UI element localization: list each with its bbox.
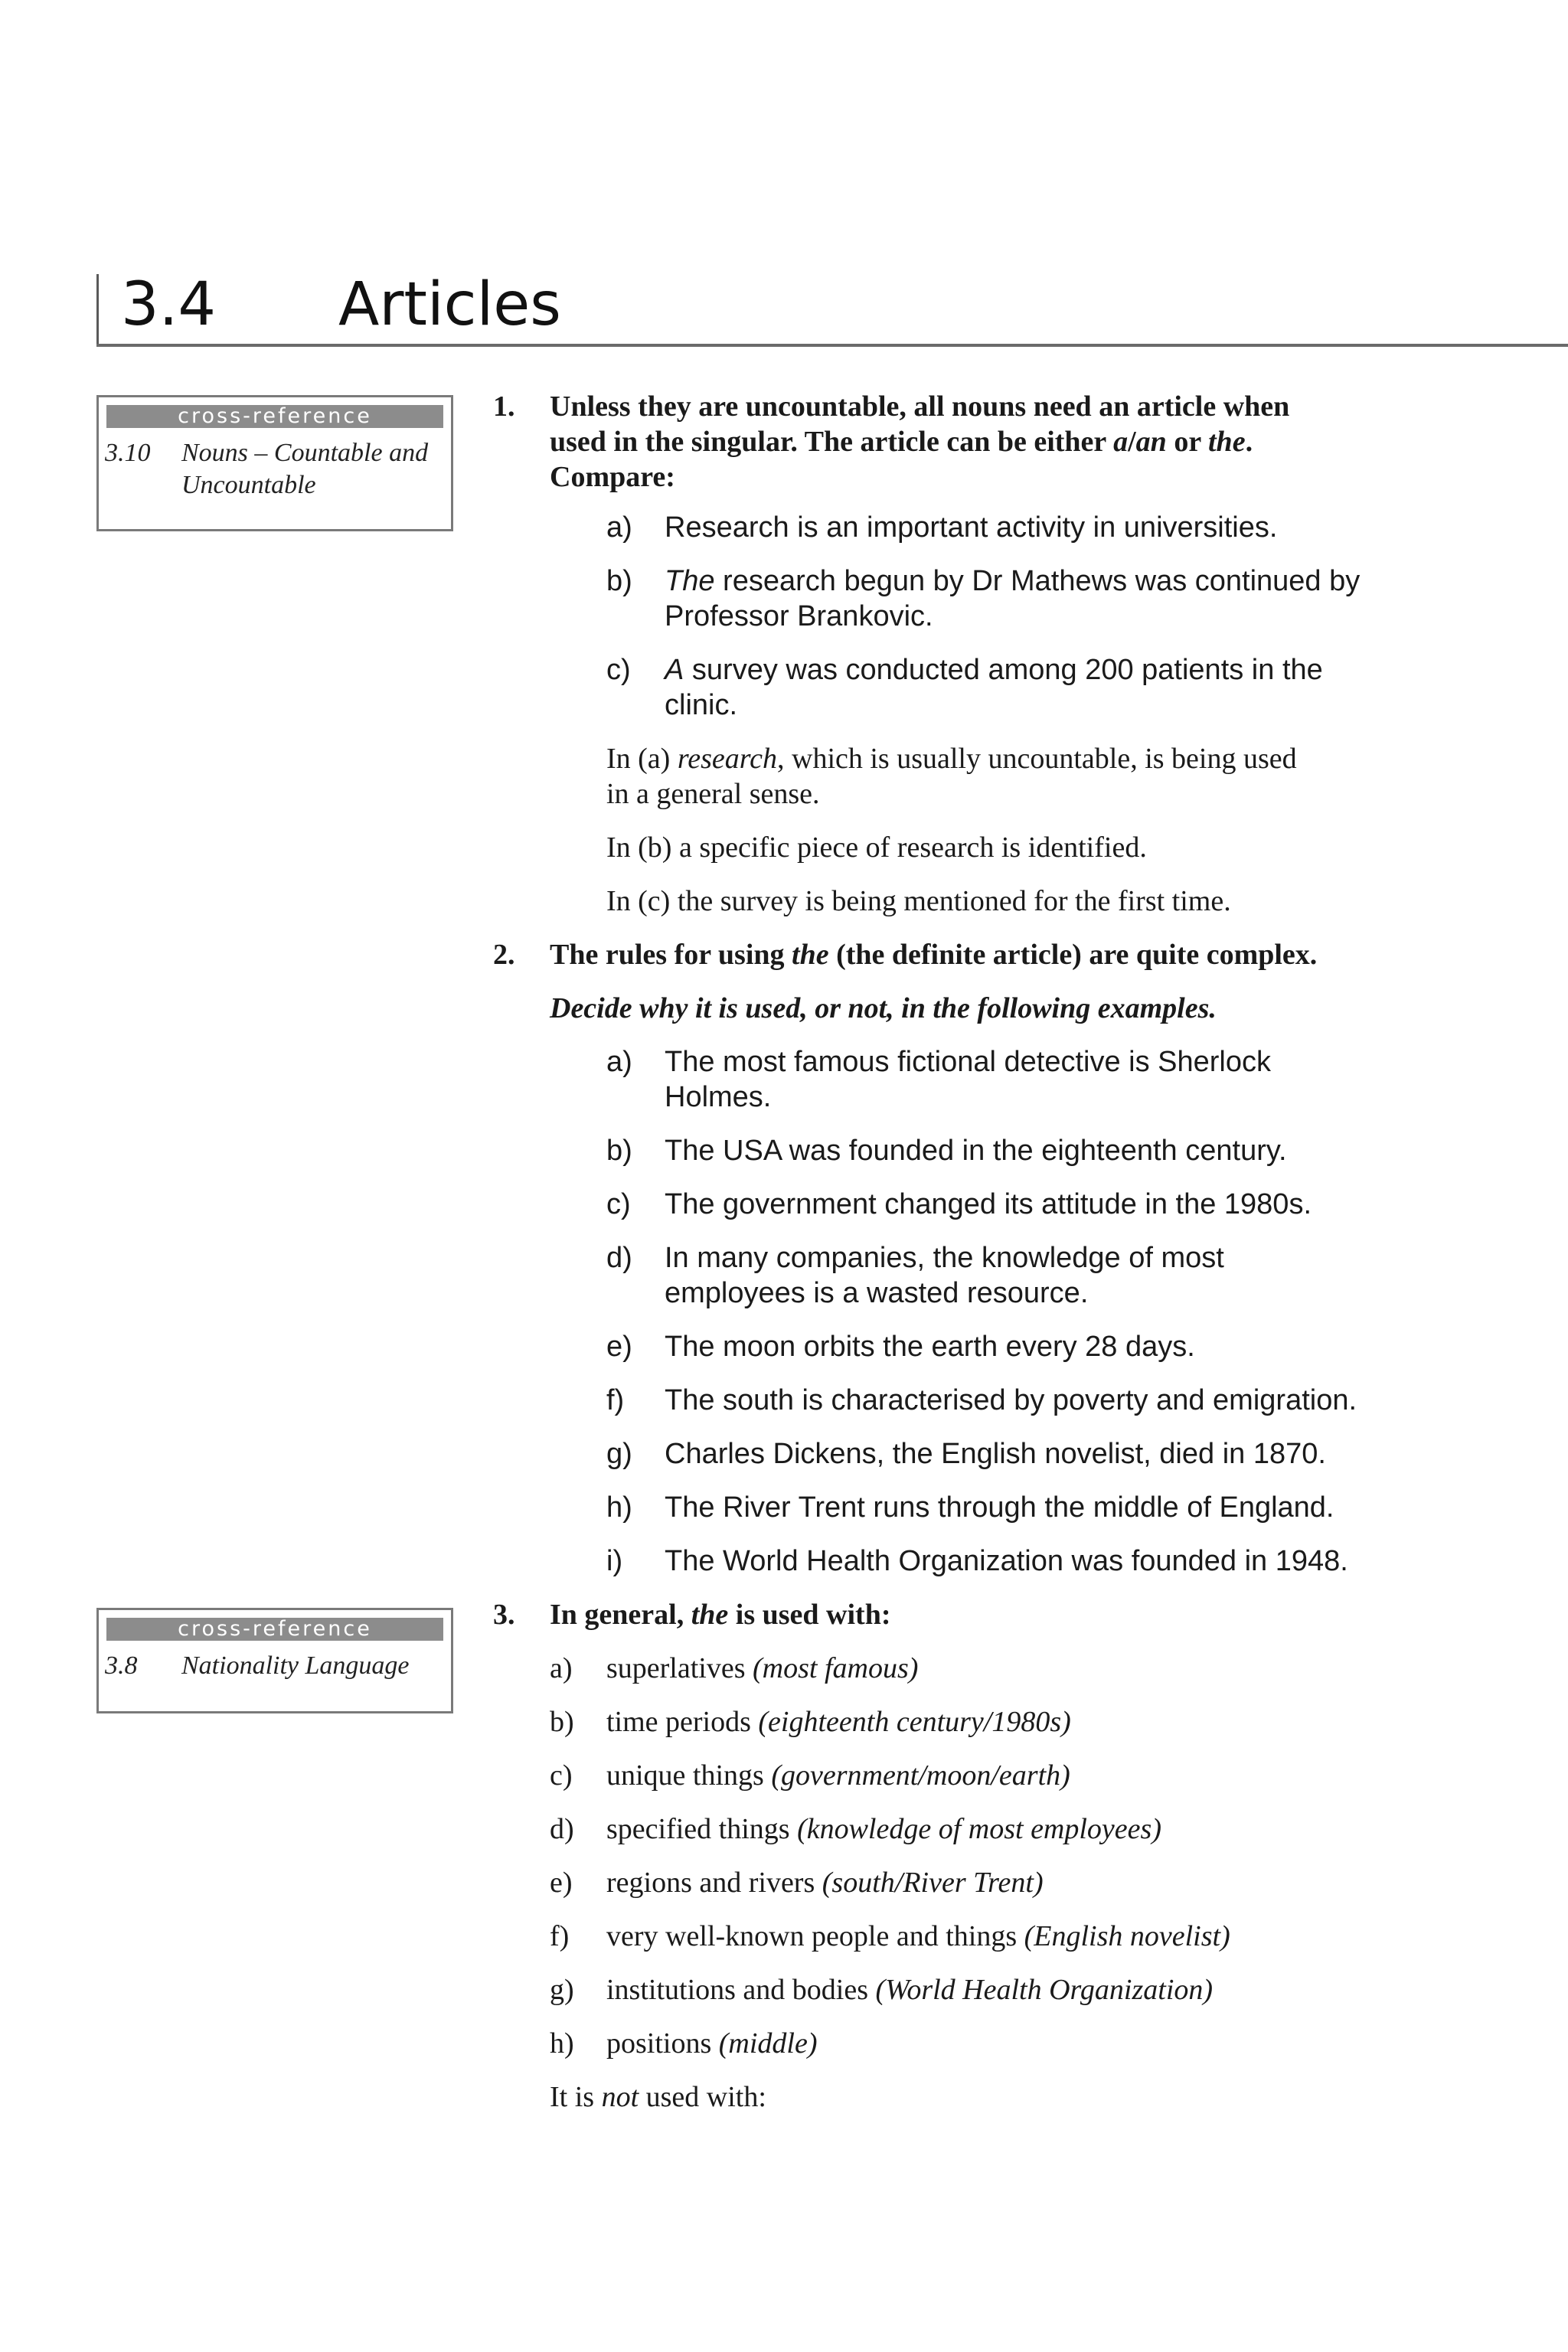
explanation-note: In (a) research, which is usually uncountable, is being used xyxy=(606,743,1297,775)
example-text: The moon orbits the earth every 28 days. xyxy=(665,1331,1195,1363)
example-text: The USA was founded in the eighteenth century. xyxy=(665,1135,1287,1167)
rule-item: positions (middle) xyxy=(606,2027,818,2060)
example-text: The River Trent runs through the middle of England. xyxy=(665,1491,1334,1524)
cross-reference-number: 3.8 xyxy=(105,1651,138,1680)
heading-rule-vertical xyxy=(96,274,99,346)
explanation-note: In (c) the survey is being mentioned for the first time. xyxy=(606,885,1231,917)
rule-label: d) xyxy=(550,1813,574,1845)
cross-reference-number: 3.10 xyxy=(105,439,151,467)
rule-label: h) xyxy=(550,2027,574,2060)
example-text: Research is an important activity in universities. xyxy=(665,511,1278,544)
example-text: employees is a wasted resource. xyxy=(665,1277,1089,1309)
example-label: a) xyxy=(606,511,632,544)
rule-item: unique things (government/moon/earth) xyxy=(606,1759,1070,1792)
example-label: b) xyxy=(606,565,632,597)
example-label: f) xyxy=(606,1384,625,1416)
rule-item: time periods (eighteenth century/1980s) xyxy=(606,1706,1071,1738)
example-text: The research begun by Dr Mathews was continued by xyxy=(665,565,1361,597)
section-2-instruction: Decide why it is used, or not, in the following examples. xyxy=(550,992,1217,1024)
section-1-line: Compare: xyxy=(550,461,675,493)
closing-line: It is not used with: xyxy=(550,2081,766,2113)
rule-label: b) xyxy=(550,1706,574,1738)
rule-label: a) xyxy=(550,1652,573,1684)
example-label: d) xyxy=(606,1242,632,1274)
section-1-line: used in the singular. The article can be either a/an or the. xyxy=(550,426,1253,458)
section-2-number: 2. xyxy=(493,939,515,971)
example-label: i) xyxy=(606,1545,623,1577)
explanation-note: in a general sense. xyxy=(606,778,820,810)
cross-reference-text: Nouns – Countable and Uncountable xyxy=(181,439,429,499)
section-number: 3.4 xyxy=(121,270,217,339)
rule-item: regions and rivers (south/River Trent) xyxy=(606,1867,1044,1899)
example-text: The government changed its attitude in the 1980s. xyxy=(665,1188,1312,1220)
example-text: Professor Brankovic. xyxy=(665,600,933,632)
example-text: The World Health Organization was founded in 1948. xyxy=(665,1545,1348,1577)
example-text: The south is characterised by poverty and emigration. xyxy=(665,1384,1357,1416)
example-label: a) xyxy=(606,1046,632,1078)
rule-label: f) xyxy=(550,1920,570,1952)
cross-reference-text: Nationality Language xyxy=(181,1651,410,1680)
rule-item: very well-known people and things (English novelist) xyxy=(606,1920,1230,1952)
example-label: e) xyxy=(606,1331,632,1363)
rule-item: superlatives (most famous) xyxy=(606,1652,919,1684)
heading-rule-horizontal xyxy=(96,344,1568,347)
explanation-note: In (b) a specific piece of research is identified. xyxy=(606,831,1147,864)
section-3-heading: In general, the is used with: xyxy=(550,1599,891,1631)
cross-reference-label: cross-reference xyxy=(106,405,443,428)
section-1-line: Unless they are uncountable, all nouns need an article when xyxy=(550,390,1290,423)
example-label: g) xyxy=(606,1438,632,1470)
example-label: c) xyxy=(606,1188,631,1220)
page-title: Articles xyxy=(338,270,561,339)
example-label: b) xyxy=(606,1135,632,1167)
example-label: c) xyxy=(606,654,631,686)
rule-item: institutions and bodies (World Health Organization) xyxy=(606,1974,1214,2006)
rule-label: g) xyxy=(550,1974,574,2006)
cross-reference-box xyxy=(96,1608,453,1713)
example-text: In many companies, the knowledge of most xyxy=(665,1242,1224,1274)
rule-label: e) xyxy=(550,1867,573,1899)
rule-label: c) xyxy=(550,1759,573,1792)
example-text: The most famous fictional detective is Sherlock xyxy=(665,1046,1272,1078)
rule-item: specified things (knowledge of most employees) xyxy=(606,1813,1161,1845)
cross-reference-box xyxy=(96,395,453,531)
example-text: Charles Dickens, the English novelist, died in 1870. xyxy=(665,1438,1326,1470)
section-3-number: 3. xyxy=(493,1599,515,1631)
example-label: h) xyxy=(606,1491,632,1524)
section-1-number: 1. xyxy=(493,390,515,423)
cross-reference-label: cross-reference xyxy=(106,1618,443,1641)
example-text: Holmes. xyxy=(665,1081,772,1113)
section-2-heading: The rules for using the (the definite article) are quite complex. xyxy=(550,939,1318,971)
example-text: A survey was conducted among 200 patients in the xyxy=(665,654,1323,686)
example-text: clinic. xyxy=(665,689,738,721)
